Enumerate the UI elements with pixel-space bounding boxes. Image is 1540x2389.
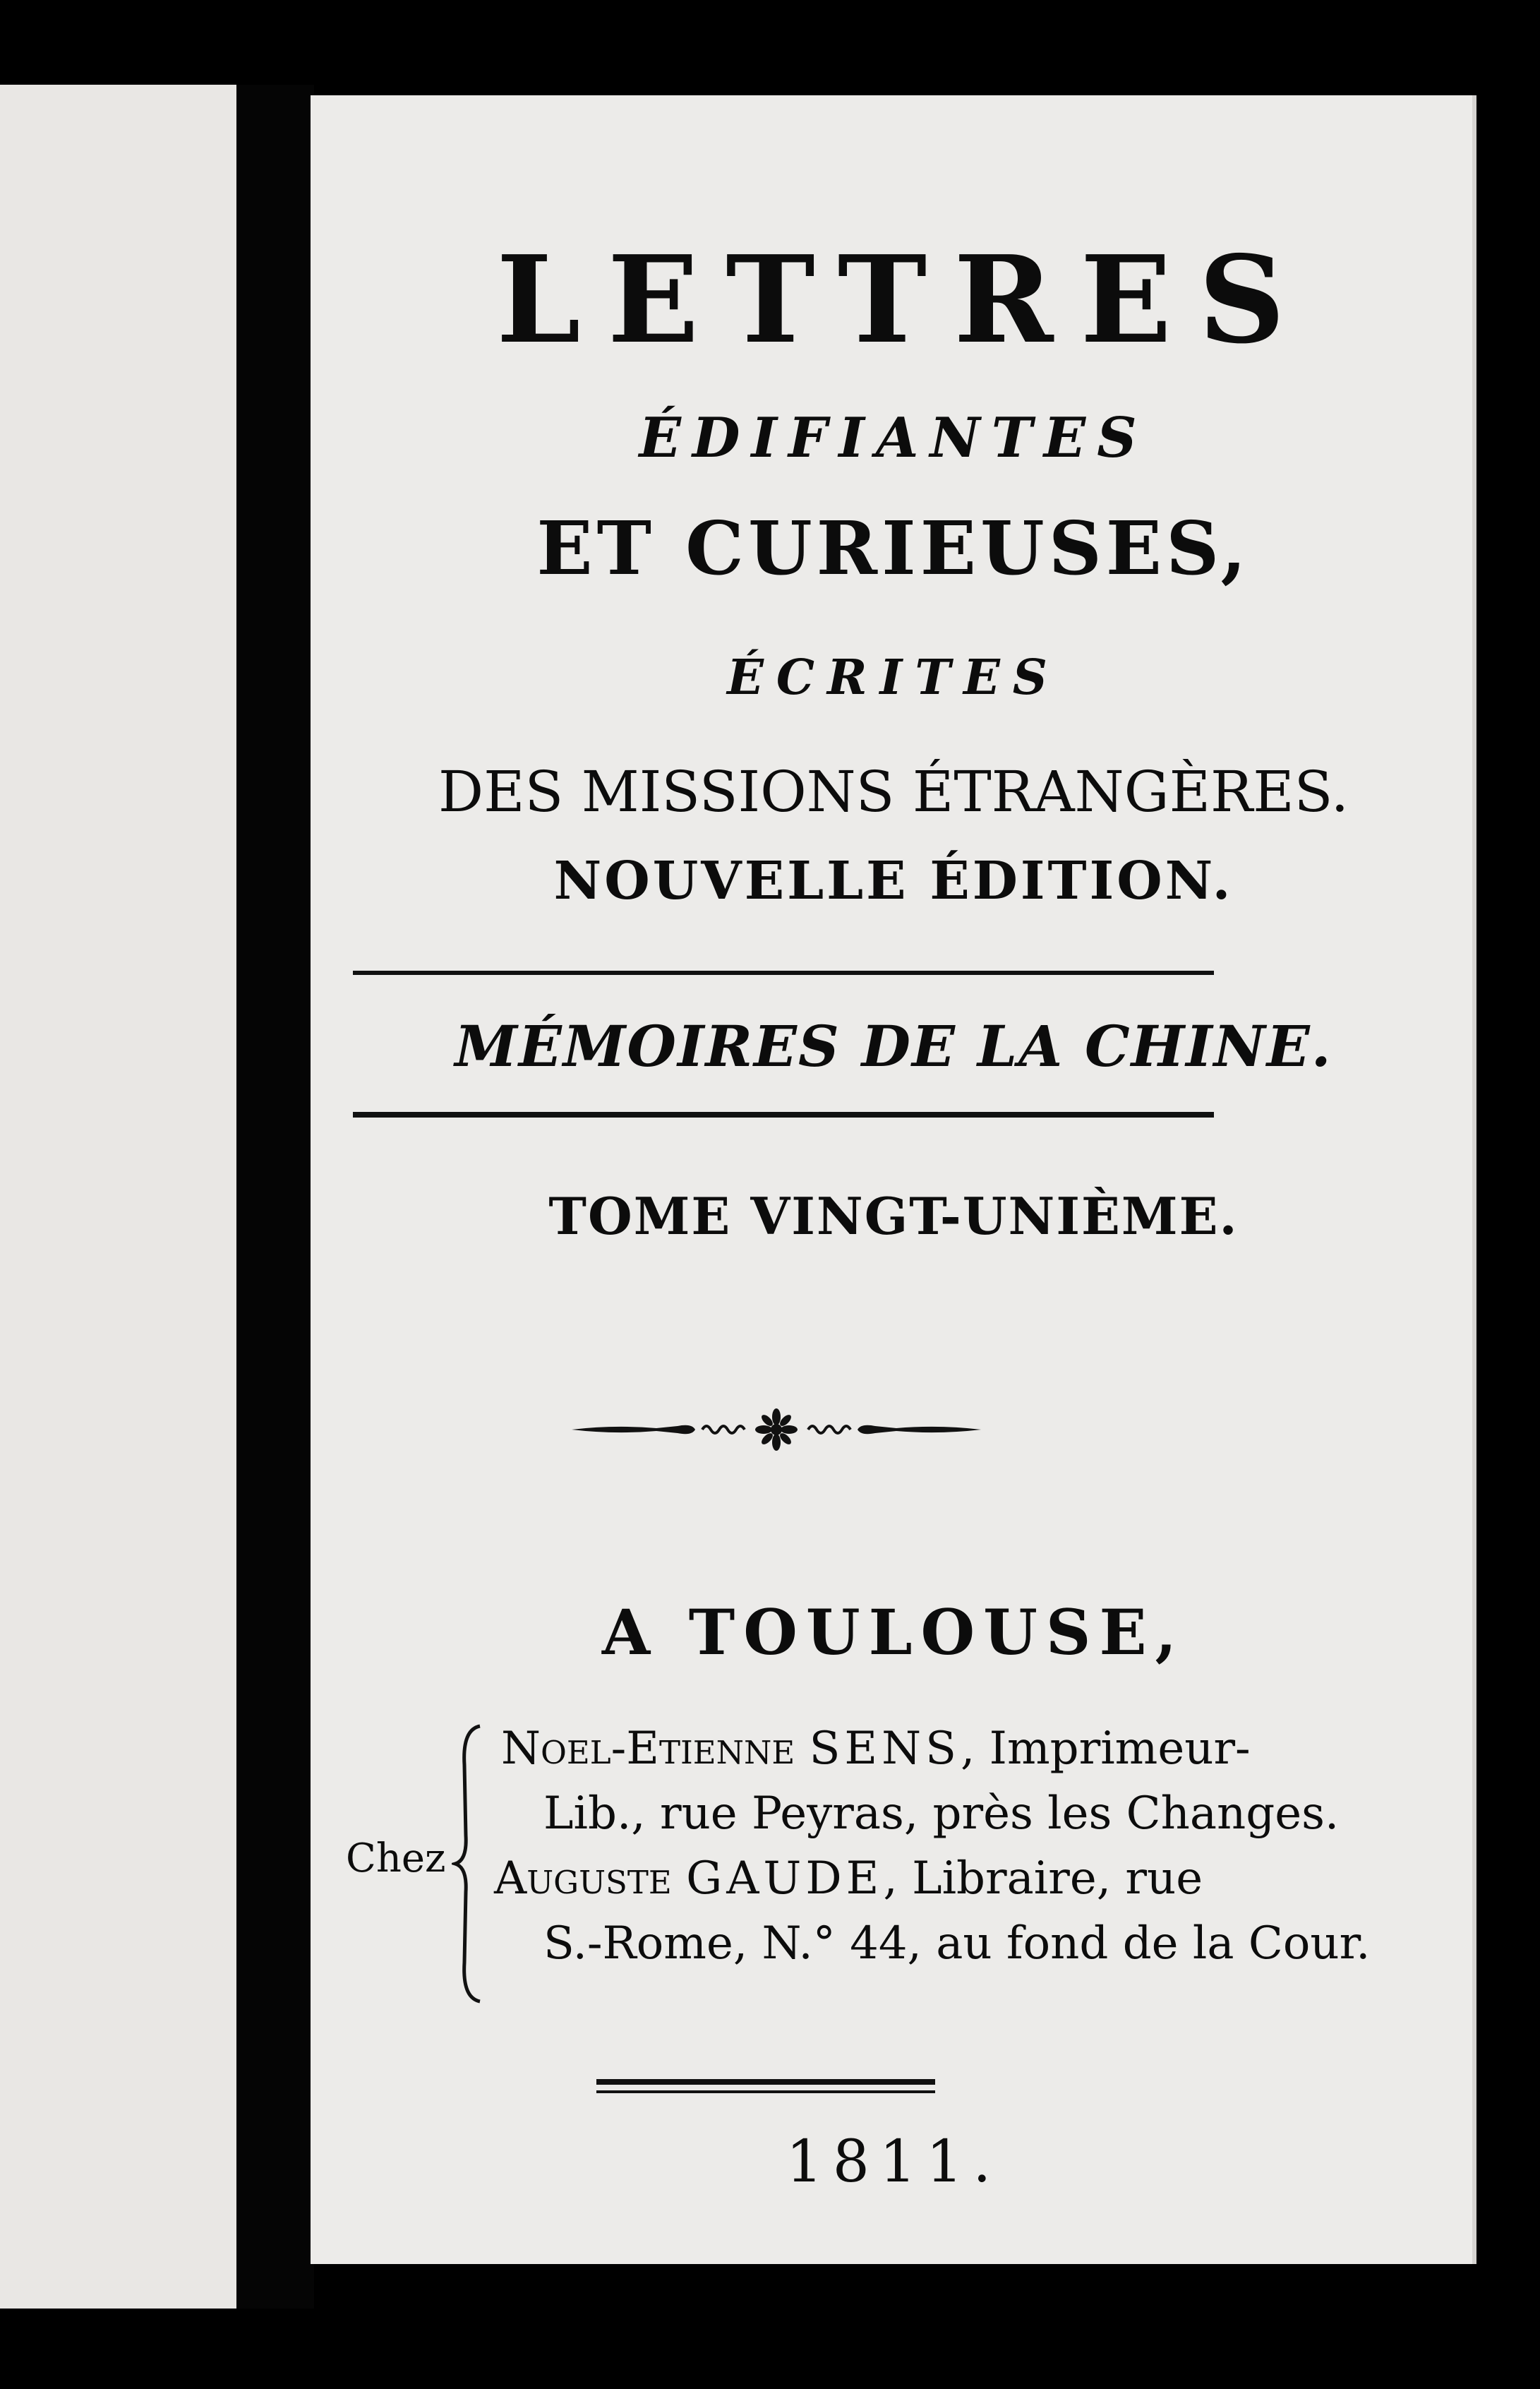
subtitle-line-ecrites: ÉCRITES — [727, 649, 1060, 706]
printer-ornament — [572, 1405, 981, 1454]
imprint-bookseller-line — [494, 1852, 1203, 1905]
subtitle-line-curieuses: ET CURIEUSES, — [536, 505, 1251, 592]
bookseller-surname: GAUDE — [686, 1852, 884, 1905]
place-of-publication: A TOULOUSE, — [601, 1595, 1186, 1669]
edition-statement: NOUVELLE ÉDITION. — [553, 851, 1234, 911]
series-title: MÉMOIRES DE LA CHINE. — [455, 1013, 1333, 1079]
imprint-bookseller-address: S.-Rome, N.° 44, au fond de la Cour. — [543, 1917, 1371, 1970]
subtitle-line-missions: DES MISSIONS ÉTRANGÈRES. — [438, 759, 1349, 825]
book-gutter — [236, 85, 314, 2309]
top-rule — [353, 971, 1214, 975]
bookseller-role: , Libraire, rue — [883, 1852, 1203, 1905]
facing-page-fragment — [0, 85, 236, 2309]
curly-brace — [452, 1723, 487, 2005]
title-page — [311, 95, 1476, 2264]
bookseller-name: Auguste — [494, 1852, 672, 1905]
imprint-chez: Chez — [346, 1836, 446, 1881]
printer-name: Noel-Etienne — [501, 1723, 795, 1775]
imprint-block — [311, 1723, 1476, 2019]
subtitle-line-edifiantes: ÉDIFIANTES — [639, 406, 1148, 470]
imprint-printer-line — [501, 1723, 1251, 1775]
printer-surname: SENS — [809, 1723, 961, 1775]
publication-year: 1811. — [786, 2128, 1001, 2196]
bottom-rule — [353, 1112, 1214, 1118]
year-rule-thin — [596, 2090, 935, 2093]
imprint-printer-address: Lib., rue Peyras, près les Changes. — [543, 1788, 1340, 1840]
printer-role: , Imprimeur- — [960, 1723, 1251, 1775]
year-rule-thick — [596, 2079, 935, 2085]
main-title: LETTRES — [496, 229, 1312, 371]
volume-statement: TOME VINGT-UNIÈME. — [548, 1186, 1239, 1246]
